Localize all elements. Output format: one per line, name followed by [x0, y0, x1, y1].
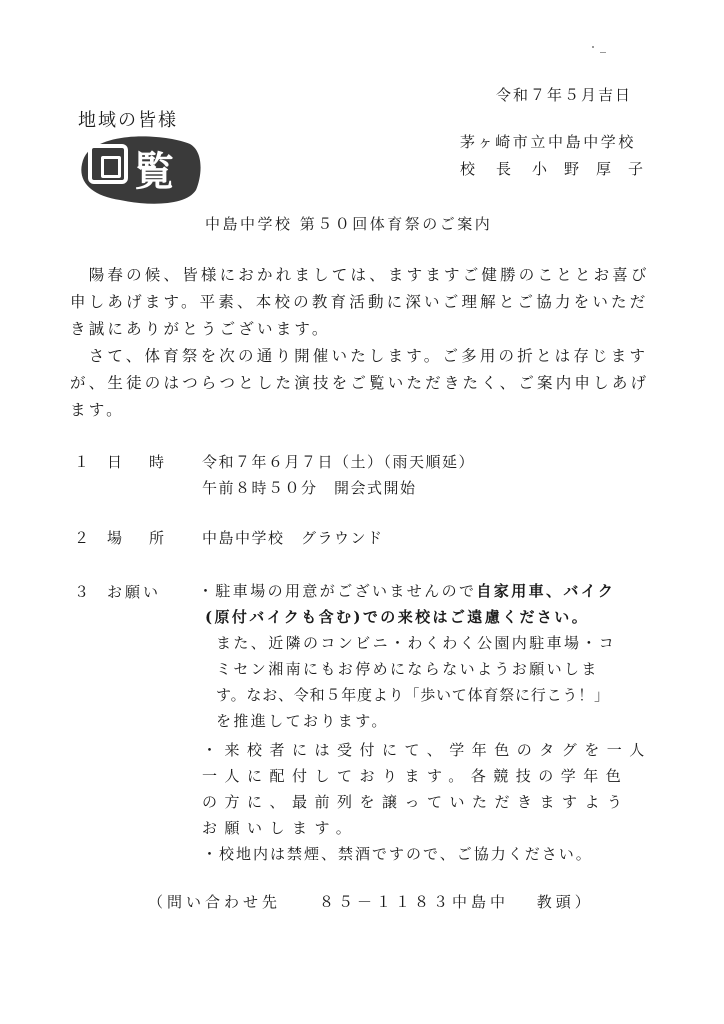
principal-name: 小 野 厚 子 [532, 160, 645, 178]
request-line: お願いします。 [202, 819, 359, 837]
event-time: 午前８時５０分 開会式開始 [202, 479, 417, 497]
item-number: ２ [74, 529, 92, 547]
intro-line: き誠にありがとうございます。 [70, 320, 331, 338]
contact-info: （問い合わせ先 ８５－１１８３中島中 教頭） [148, 893, 594, 911]
request-line: ミセン湘南にもお停めにならないようお願いしま [216, 660, 599, 678]
event-date: 令和７年６月７日（土）（雨天順延） [202, 453, 476, 471]
request-parking-emphasis-line: (原付バイクも含む)での来校はご遠慮ください。 [205, 608, 590, 626]
item-label-request: お願い [107, 583, 162, 601]
kairan-square-mark [88, 144, 128, 184]
intro-line: さて、体育祭を次の通り開催いたします。ご多用の折とは存じます [70, 347, 649, 365]
kairan-badge [78, 134, 204, 206]
event-place: 中島中学校 グラウンド [202, 529, 384, 547]
request-line: す。なお、令和５年度より「歩いて体育祭に行こう！」 [216, 686, 610, 704]
issue-date: 令和７年５月吉日 [496, 86, 633, 104]
intro-line: 申しあげます。平素、本校の教育活動に深いご理解とご協力をいただ [70, 293, 649, 311]
item-label-place: 場 所 [107, 529, 171, 547]
request-line: ・来校者には受付にて、学年色のタグを一人 [202, 741, 652, 759]
intro-line: ます。 [70, 401, 125, 419]
addressee: 地域の皆様 [78, 110, 178, 131]
request-line: ・校地内は禁煙、禁酒ですので、ご協力ください。 [202, 845, 593, 863]
request-line: を推進しております。 [216, 712, 389, 730]
request-parking-emphasis: 自家用車、バイク [476, 582, 616, 600]
item-label-datetime: 日 時 [107, 453, 171, 471]
intro-line: 陽春の候、皆様におかれましては、ますますご健勝のこととお喜び [70, 266, 650, 284]
request-line: また、近隣のコンビニ・わくわく公園内駐車場・コ [216, 634, 617, 652]
request-parking-line [198, 580, 615, 601]
request-line: 一人に配付しております。各競技の学年色 [202, 767, 629, 785]
school-name: 茅ヶ崎市立中島中学校 [460, 133, 637, 151]
principal-title: 校 長 [460, 160, 515, 178]
intro-line: が、生徒のはつらつとした演技をご覧いただきたく、ご案内申しあげ [70, 374, 650, 392]
request-parking-text: ・駐車場の用意がございませんので [198, 582, 477, 600]
item-number: ３ [74, 583, 92, 601]
document-title: 中島中学校 第５０回体育祭のご案内 [205, 215, 493, 233]
item-number: １ [74, 453, 92, 471]
kairan-char: 覧 [134, 149, 174, 195]
request-line: の方に、最前列を譲っていただきますよう [202, 793, 630, 811]
